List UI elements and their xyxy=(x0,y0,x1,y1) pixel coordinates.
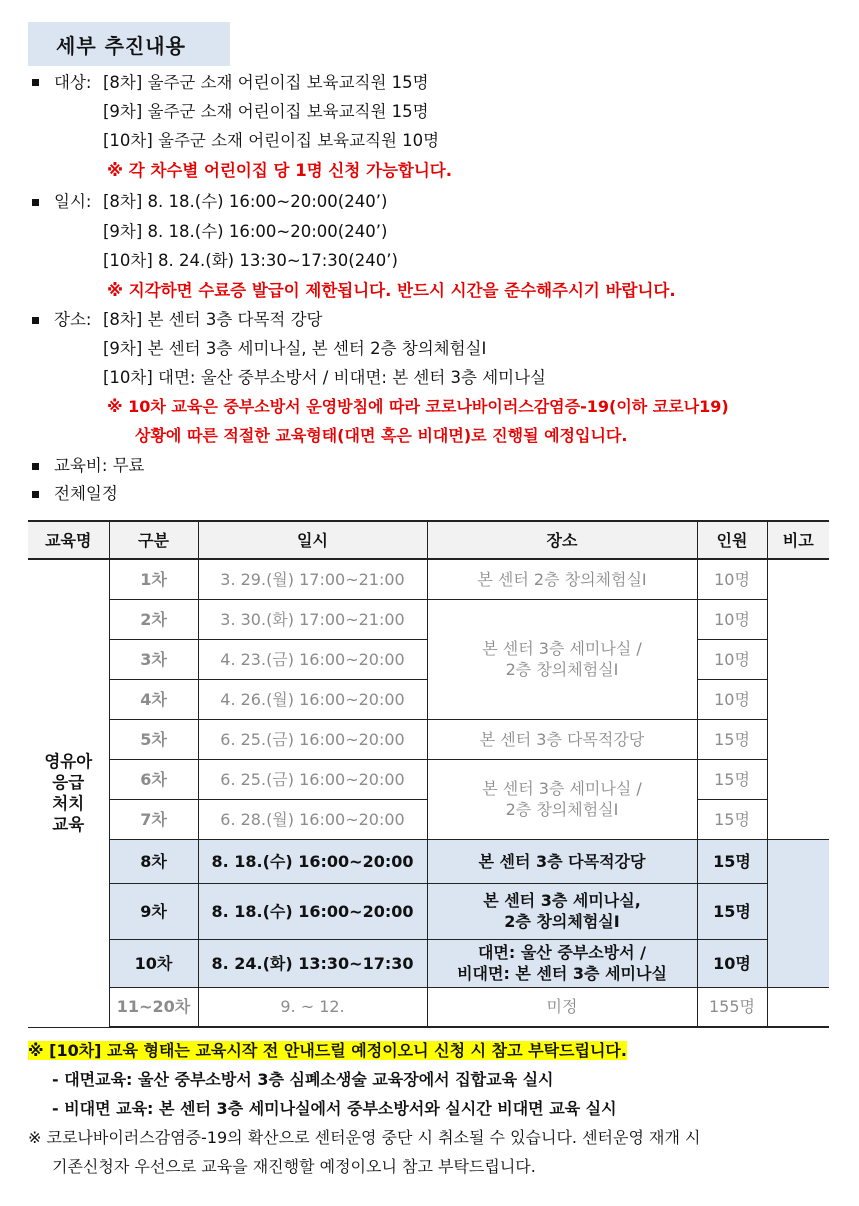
date-cell: 4. 26.(월) 16:00~20:00 xyxy=(198,679,427,719)
schedule-table xyxy=(28,520,829,1028)
footer-notice xyxy=(28,1040,627,1062)
people-cell: 10명 xyxy=(697,639,767,679)
bullet-overall xyxy=(32,491,39,498)
place-label: 장소: xyxy=(54,310,92,329)
header-note: 비고 xyxy=(767,521,829,559)
place-notice-1: ※ 10차 교육은 중부소방서 운영방침에 따라 코로나바이러스감염증-19(이하 코로나19) xyxy=(107,397,729,416)
place-cell: 본 센터 2층 창의체험실Ⅰ xyxy=(427,559,697,599)
date-cell: 9. ~ 12. xyxy=(198,987,427,1027)
footer-covid-1: ※ 코로나바이러스감염증-19의 확산으로 센터운영 중단 시 취소될 수 있습니다. 센터운영 재개 시 xyxy=(28,1128,701,1147)
round-cell: 11~20차 xyxy=(109,987,198,1027)
note-cell xyxy=(767,987,829,1027)
bullet-fee xyxy=(32,463,39,470)
round-cell: 1차 xyxy=(109,559,198,599)
program-name-line: 응급 xyxy=(52,773,85,793)
header-people: 인원 xyxy=(697,521,767,559)
bullet-target xyxy=(32,79,39,86)
date-cell: 8. 24.(화) 13:30~17:30 xyxy=(198,939,427,987)
people-cell: 10명 xyxy=(697,939,767,987)
round-cell: 3차 xyxy=(109,639,198,679)
date-cell: 6. 28.(월) 16:00~20:00 xyxy=(198,799,427,839)
note-cell xyxy=(767,559,829,839)
place-line-10: [10차] 대면: 울산 중부소방서 / 비대면: 본 센터 3층 세미나실 xyxy=(103,368,546,387)
schedule-line-8: [8차] 8. 18.(수) 16:00~20:00(240’) xyxy=(103,192,388,211)
bullet-place xyxy=(32,317,39,324)
date-cell: 3. 29.(월) 17:00~21:00 xyxy=(198,559,427,599)
table-row xyxy=(28,839,829,883)
place-line: 2층 창의체험실Ⅰ xyxy=(504,912,620,931)
people-cell: 155명 xyxy=(697,987,767,1027)
place-cell: 미정 xyxy=(427,987,697,1027)
schedule-line-10: [10차] 8. 24.(화) 13:30~17:30(240’) xyxy=(103,251,398,270)
table-row xyxy=(28,719,829,759)
footer-notice-highlight: ※ [10차] 교육 형태는 교육시작 전 안내드릴 예정이오니 신청 시 참고 부탁드립니다. xyxy=(28,1041,627,1060)
place-line: 2층 창의체험실Ⅰ xyxy=(505,660,619,679)
place-cell xyxy=(427,939,697,987)
round-cell: 4차 xyxy=(109,679,198,719)
place-line: 비대면: 본 센터 3층 세미나실 xyxy=(457,964,667,983)
table-row xyxy=(28,939,829,987)
date-cell: 4. 23.(금) 16:00~20:00 xyxy=(198,639,427,679)
target-label: 대상: xyxy=(54,73,92,92)
date-cell: 6. 25.(금) 16:00~20:00 xyxy=(198,719,427,759)
place-line: 본 센터 3층 세미나실, xyxy=(483,891,641,910)
place-line: 2층 창의체험실Ⅰ xyxy=(505,800,619,819)
place-line: 본 센터 3층 세미나실 / xyxy=(482,639,642,658)
round-cell: 6차 xyxy=(109,759,198,799)
fee-text: 교육비: 무료 xyxy=(54,456,145,475)
program-name-cell xyxy=(28,559,109,1027)
place-notice-2: 상황에 따른 적절한 교육형태(대면 혹은 비대면)로 진행될 예정입니다. xyxy=(135,426,628,445)
people-cell: 15명 xyxy=(697,719,767,759)
schedule-label: 일시: xyxy=(54,192,92,211)
people-cell: 15명 xyxy=(697,839,767,883)
target-line-8: [8차] 울주군 소재 어린이집 보육교직원 15명 xyxy=(103,73,429,92)
people-cell: 15명 xyxy=(697,883,767,939)
round-cell: 7차 xyxy=(109,799,198,839)
footer-face-to-face: - 대면교육: 울산 중부소방서 3층 심폐소생술 교육장에서 집합교육 실시 xyxy=(52,1070,554,1089)
round-cell: 8차 xyxy=(109,839,198,883)
people-cell: 10명 xyxy=(697,559,767,599)
date-cell: 8. 18.(수) 16:00~20:00 xyxy=(198,883,427,939)
place-cell xyxy=(427,883,697,939)
header-date: 일시 xyxy=(198,521,427,559)
place-cell xyxy=(427,599,697,719)
place-cell xyxy=(427,759,697,839)
place-line: 본 센터 3층 세미나실 / xyxy=(482,779,642,798)
people-cell: 15명 xyxy=(697,799,767,839)
header-round: 구분 xyxy=(109,521,198,559)
place-line: 대면: 울산 중부소방서 / xyxy=(477,943,647,962)
bullet-schedule xyxy=(32,199,39,206)
footer-online: - 비대면 교육: 본 센터 3층 세미나실에서 중부소방서와 실시간 비대면 교육 실시 xyxy=(52,1099,617,1118)
schedule-notice: ※ 지각하면 수료증 발급이 제한됩니다. 반드시 시간을 준수해주시기 바랍니다. xyxy=(107,281,676,300)
date-cell: 8. 18.(수) 16:00~20:00 xyxy=(198,839,427,883)
target-notice: ※ 각 차수별 어린이집 당 1명 신청 가능합니다. xyxy=(107,161,452,180)
round-cell: 2차 xyxy=(109,599,198,639)
date-cell: 3. 30.(화) 17:00~21:00 xyxy=(198,599,427,639)
footer-covid-2: 기존신청자 우선으로 교육을 재진행할 예정이오니 참고 부탁드립니다. xyxy=(52,1157,536,1176)
table-row xyxy=(28,987,829,1027)
section-title: 세부 추진내용 xyxy=(56,34,186,58)
place-cell: 본 센터 3층 다목적강당 xyxy=(427,719,697,759)
place-cell: 본 센터 3층 다목적강당 xyxy=(427,839,697,883)
round-cell: 9차 xyxy=(109,883,198,939)
place-line-8: [8차] 본 센터 3층 다목적 강당 xyxy=(103,310,323,329)
target-line-10: [10차] 울주군 소재 어린이집 보육교직원 10명 xyxy=(103,131,440,150)
program-name-line: 영유아 xyxy=(44,752,93,772)
place-line-9: [9차] 본 센터 3층 세미나실, 본 센터 2층 창의체험실Ⅰ xyxy=(103,339,487,358)
schedule-line-9: [9차] 8. 18.(수) 16:00~20:00(240’) xyxy=(103,222,388,241)
program-name-line: 처치 xyxy=(52,794,85,814)
table-row xyxy=(28,599,829,639)
table-row xyxy=(28,559,829,599)
table-row xyxy=(28,883,829,939)
date-cell: 6. 25.(금) 16:00~20:00 xyxy=(198,759,427,799)
program-name-line: 교육 xyxy=(52,815,85,835)
target-line-9: [9차] 울주군 소재 어린이집 보육교직원 15명 xyxy=(103,102,429,121)
round-cell: 5차 xyxy=(109,719,198,759)
header-place: 장소 xyxy=(427,521,697,559)
round-cell: 10차 xyxy=(109,939,198,987)
header-program: 교육명 xyxy=(28,521,109,559)
people-cell: 10명 xyxy=(697,599,767,639)
overall-schedule-label: 전체일정 xyxy=(54,484,118,503)
note-cell xyxy=(767,839,829,987)
people-cell: 15명 xyxy=(697,759,767,799)
table-row xyxy=(28,759,829,799)
people-cell: 10명 xyxy=(697,679,767,719)
